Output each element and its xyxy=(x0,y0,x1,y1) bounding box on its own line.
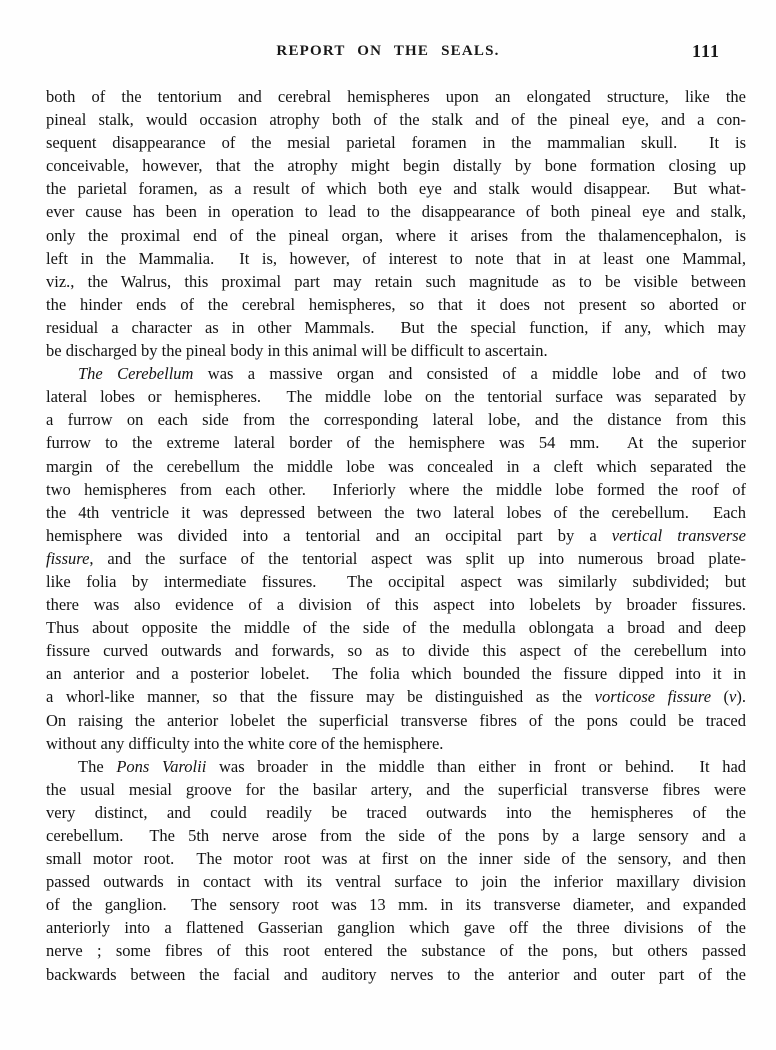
italic-text-segment: Pons Varolii xyxy=(116,756,207,776)
italic-text-segment: vertical transverse xyxy=(611,525,746,545)
text-line xyxy=(46,108,746,131)
text-segment: the usual mesial groove for the basilar artery, and the superficial transverse fibres were xyxy=(46,779,746,799)
text-segment: conceivable, however, that the atrophy might begin distally by bone formation closing up xyxy=(46,156,746,176)
text-segment: the parietal foramen, as a result of which both eye and stalk would disappear. But what- xyxy=(46,179,746,199)
text-line xyxy=(46,801,746,824)
text-line xyxy=(46,501,746,524)
text-line xyxy=(46,431,746,454)
text-line xyxy=(46,547,746,570)
text-segment: the 4th ventricle it was depressed between the two lateral lobes of the cerebellum. Each xyxy=(46,502,746,522)
text-line xyxy=(46,224,746,247)
text-segment: fissure curved outwards and forwards, so as to divide this aspect of the cerebellum into xyxy=(46,641,746,661)
text-segment: residual a character as in other Mammals. But the special function, if any, which may xyxy=(46,317,746,337)
text-segment: two hemispheres from each other. Inferiorly where the middle lobe formed the roof of xyxy=(46,479,746,499)
italic-text-segment: vorticose fissure xyxy=(594,687,712,707)
text-segment: sequent disappearance of the mesial parietal foramen in the mammalian skull. It is xyxy=(46,133,746,153)
text-segment: there was also evidence of a division of this aspect into lobelets by broader fissures. xyxy=(46,595,746,615)
text-segment: left in the Mammalia. It is, however, of interest to note that in at least one Mammal, xyxy=(46,248,746,268)
text-line xyxy=(46,362,746,385)
text-segment: was broader in the middle than either in front or behind. It had xyxy=(206,756,747,776)
text-line xyxy=(46,685,746,708)
text-line xyxy=(46,870,746,893)
text-segment: the hinder ends of the cerebral hemispheres, so that it does not present so aborted or xyxy=(46,294,746,314)
text-segment: cerebellum. The 5th nerve arose from the side of the pons by a large sensory and a xyxy=(46,826,746,845)
text-line xyxy=(46,177,746,200)
text-segment: Thus about opposite the middle of the side of the medulla oblongata a broad and deep xyxy=(46,618,746,638)
page-header-title: REPORT ON THE SEALS. xyxy=(276,43,500,59)
text-line xyxy=(46,755,746,778)
running-head xyxy=(46,43,730,61)
text-line xyxy=(46,524,746,547)
text-line xyxy=(46,293,746,316)
text-segment: The xyxy=(78,756,117,776)
text-segment: viz., the Walrus, this proximal part may retain such magnitude as to be visible between xyxy=(46,271,746,291)
text-segment: a furrow on each side from the corresponding lateral lobe, and the distance from this xyxy=(46,410,746,430)
text-line xyxy=(46,939,746,962)
text-segment: be discharged by the pineal body in this animal will be difficult to ascertain. xyxy=(46,341,548,361)
text-segment: only the proximal end of the pineal organ, where it arises from the thalamencephalon, is xyxy=(46,225,746,245)
text-segment: without any difficulty into the white core of the hemisphere. xyxy=(46,733,444,753)
text-segment: like folia by intermediate fissures. The occipital aspect was similarly subdivided; but xyxy=(46,571,746,591)
text-line xyxy=(46,247,746,270)
text-line xyxy=(46,847,746,870)
text-line xyxy=(46,339,746,362)
text-segment: was a massive organ and consisted of a middle lobe and of two xyxy=(193,364,746,384)
text-segment: lateral lobes or hemispheres. The middle lobe on the tentorial surface was separated by xyxy=(46,387,746,407)
text-segment: furrow to the extreme lateral border of the hemisphere was 54 mm. At the superior xyxy=(46,433,746,453)
text-segment: a whorl-like manner, so that the fissure may be distinguished as the xyxy=(46,687,595,707)
page-number: 111 xyxy=(691,41,720,61)
text-segment: both of the tentorium and cerebral hemispheres upon an elongated structure, like the xyxy=(46,87,746,106)
text-line xyxy=(46,478,746,501)
text-line xyxy=(46,270,746,293)
text-line xyxy=(46,316,746,339)
text-line xyxy=(46,154,746,177)
text-segment: pineal stalk, would occasion atrophy both of the stalk and of the pineal eye, and a con- xyxy=(46,110,746,130)
text-line xyxy=(46,893,746,916)
text-segment: ). xyxy=(736,687,746,707)
text-line xyxy=(46,593,746,616)
text-segment: On raising the anterior lobelet the superficial transverse fibres of the pons could be traced xyxy=(46,710,746,730)
text-line xyxy=(46,963,746,986)
text-segment: , and the surface of the tentorial aspect was split up into numerous broad plate- xyxy=(89,548,746,568)
text-line xyxy=(46,616,746,639)
text-line xyxy=(46,200,746,223)
text-line xyxy=(46,570,746,593)
text-line xyxy=(46,732,746,755)
text-segment: backwards between the facial and auditory nerves to the anterior and outer part of the xyxy=(46,964,746,984)
text-segment: ( xyxy=(711,687,730,707)
text-segment: margin of the cerebellum the middle lobe was concealed in a cleft which separated the xyxy=(46,456,746,476)
text-line xyxy=(46,455,746,478)
italic-text-segment: fissure xyxy=(46,548,90,568)
text-segment: hemisphere was divided into a tentorial and an occipital part by a xyxy=(46,525,612,545)
text-segment: anteriorly into a flattened Gasserian ganglion which gave off the three divisions of the xyxy=(46,918,746,938)
text-line xyxy=(46,639,746,662)
text-line xyxy=(46,916,746,939)
text-line xyxy=(46,778,746,801)
page-body xyxy=(46,85,746,986)
text-segment: small motor root. The motor root was at first on the inner side of the sensory, and then xyxy=(46,849,746,869)
text-line xyxy=(46,85,746,108)
italic-text-segment: The Cerebellum xyxy=(78,364,194,384)
text-segment: ever cause has been in operation to lead to the disappearance of both pineal eye and stalk, xyxy=(46,202,746,222)
text-segment: an anterior and a posterior lobelet. The folia which bounded the fissure dipped into it in xyxy=(46,664,746,684)
text-line xyxy=(46,662,746,685)
text-line xyxy=(46,408,746,431)
text-line xyxy=(46,709,746,732)
text-segment: nerve ; some fibres of this root entered the substance of the pons, but others passed xyxy=(46,941,746,961)
text-line xyxy=(46,824,746,847)
italic-text-segment: v xyxy=(729,687,737,707)
text-segment: very distinct, and could readily be traced outwards into the hemispheres of the xyxy=(46,802,746,822)
text-segment: passed outwards in contact with its ventral surface to join the inferior maxillary division xyxy=(46,872,746,892)
text-segment: of the ganglion. The sensory root was 13 mm. in its transverse diameter, and expanded xyxy=(46,895,746,915)
text-line xyxy=(46,385,746,408)
text-line xyxy=(46,131,746,154)
